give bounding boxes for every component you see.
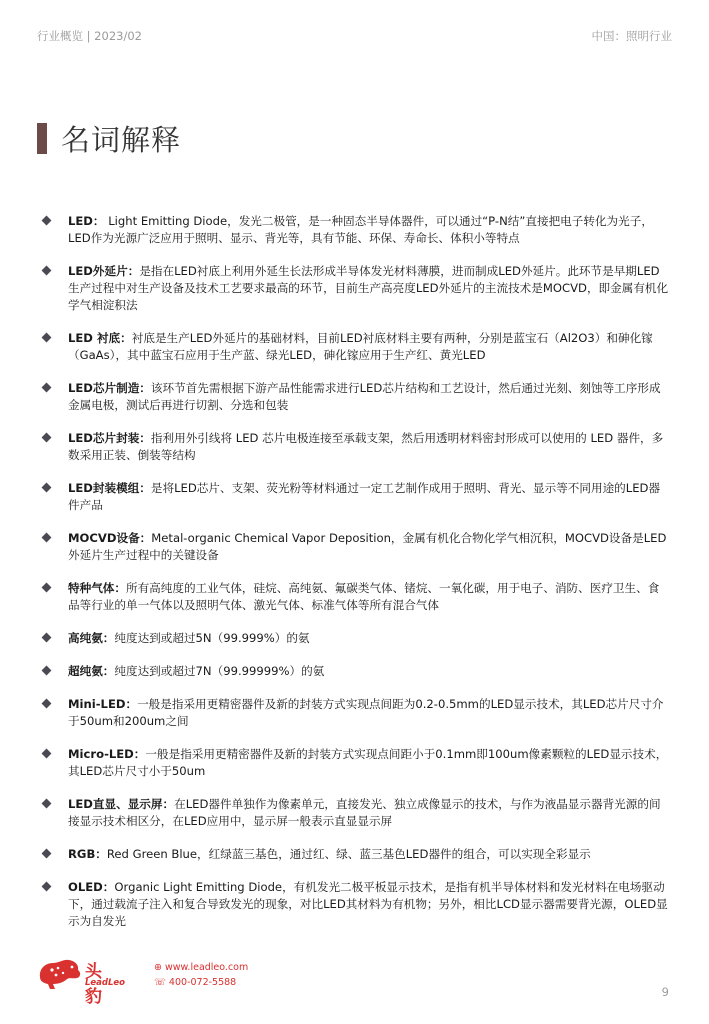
page-title: 名词解释 [61,123,182,157]
term-definition: Light Emitting Diode，发光二极管，是一种固态半导体器件，可以通过“P-N结”直接把电子转化为光子，LED作为光源广泛应用于照明、显示、背光等，具有节能、环保、寿命长、体积小等特点 [68,214,653,245]
website-link[interactable]: www.leadleo.com [165,962,249,973]
phone-number: 400-072-5588 [168,977,237,988]
title-accent-bar [37,123,47,154]
diamond-bullet-icon [42,216,52,226]
phone-icon: ☏ [154,977,166,988]
header-section-label: 行业概览 | 2023/02 [37,29,142,43]
contact-info [154,960,248,990]
diamond-bullet-icon [42,799,52,809]
diamond-bullet-icon [42,699,52,709]
leopard-logo-icon [37,955,83,991]
term-name: LED外延片： [68,264,140,278]
term-definition: 所有高纯度的工业气体，硅烷、高纯氨、氟碳类气体、锗烷、一氧化碳，用于电子、消防、医疗卫生、食品等行业的单一气体以及照明气体、激光气体、标准气体等所有混合气体 [68,581,660,612]
term-definition: 在LED器件单独作为像素单元，直接发光、独立成像显示的技术，与作为液晶显示器背光源的间接显示技术相区分，在LED应用中，显示屏一般表示直显显示屏 [68,797,661,828]
diamond-bullet-icon [42,333,52,343]
diamond-bullet-icon [42,849,52,859]
term-name: LED封装模组： [68,481,151,495]
term-definition: 纯度达到或超过5N（99.999%）的氨 [114,631,310,645]
term-definition: 指利用外引线将 LED 芯片电极连接至承载支架，然后用透明材料密封形成可以使用的 LED 器件，多数采用正装、倒装等结构 [68,431,664,462]
glossary-item [42,696,670,730]
glossary-list [42,213,670,946]
glossary-item [42,380,670,414]
glossary-item [42,263,670,314]
glossary-item [42,746,670,780]
term-name: LED芯片封装： [68,431,151,445]
diamond-bullet-icon [42,483,52,493]
term-name: RGB： [68,847,107,861]
term-definition: 衬底是生产LED外延片的基础材料，目前LED衬底材料主要有两种，分别是蓝宝石（Al2O3）和砷化镓（GaAs），其中蓝宝石应用于生产蓝、绿光LED，砷化镓应用于生产红、黄光LED [68,331,653,362]
term-name: OLED： [68,880,115,894]
term-definition: Red Green Blue，红绿蓝三基色，通过红、绿、蓝三基色LED器件的组合，可以实现全彩显示 [106,847,591,861]
logo-subtext: LeadLeo [85,978,126,988]
term-name: MOCVD设备： [68,531,152,545]
diamond-bullet-icon [42,266,52,276]
glossary-item [42,663,670,680]
glossary-item [42,630,670,647]
term-name: 高纯氨： [68,631,115,645]
term-name: LED芯片制造： [68,381,151,395]
term-definition: Organic Light Emitting Diode，有机发光二极平板显示技术，是指有机半导体材料和发光材料在电场驱动下，通过载流子注入和复合导致发光的现象，对比LED其材料为有机物；另外，相比LCD显示器需要背光源，OLED显示为自发光 [68,880,668,928]
logo-text: 头豹 [85,962,103,1007]
term-definition: 该环节首先需根据下游产品性能需求进行LED芯片结构和工艺设计，然后通过光刻、刻蚀等工序形成金属电极，测试后再进行切割、分选和包装 [68,381,661,412]
term-name: 特种气体： [68,581,126,595]
term-definition: 纯度达到或超过7N（99.99999%）的氨 [114,664,325,678]
glossary-item [42,330,670,364]
diamond-bullet-icon [42,633,52,643]
glossary-item [42,580,670,614]
diamond-bullet-icon [42,433,52,443]
diamond-bullet-icon [42,533,52,543]
term-definition: 一般是指采用更精密器件及新的封装方式实现点间距小于0.1mm即100um像素颗粒的LED显示技术，其LED芯片尺寸小于50um [68,747,668,778]
globe-icon: ⊕ [154,962,162,973]
term-name: LED直显、显示屏： [68,797,175,811]
term-definition: Metal-organic Chemical Vapor Deposition，金属有机化合物化学气相沉积，MOCVD设备是LED外延片生产过程中的关键设备 [68,531,667,562]
term-name: LED： [68,214,105,228]
diamond-bullet-icon [42,383,52,393]
term-name: 超纯氨： [68,664,115,678]
glossary-item [42,213,670,247]
page-title-block [37,118,181,159]
header-report-name: 中国：照明行业 [591,29,672,43]
term-name: Mini-LED： [68,697,138,711]
glossary-item [42,430,670,464]
page-number: 9 [661,985,669,999]
term-definition: 是将LED芯片、支架、荧光粉等材料通过一定工艺制作成用于照明、背光、显示等不同用途的LED器件产品 [68,481,661,512]
term-definition: 是指在LED衬底上利用外延生长法形成半导体发光材料薄膜，进而制成LED外延片。此环节是早期LED生产过程中对生产设备及技术工艺要求最高的环节，目前生产高亮度LED外延片的主流技术是MOCVD，即金属有机化学气相淀积法 [68,264,669,312]
diamond-bullet-icon [42,666,52,676]
term-name: LED 衬底： [68,331,132,345]
term-definition: 一般是指采用更精密器件及新的封装方式实现点间距为0.2-0.5mm的LED显示技术，其LED芯片尺寸介于50um和200um之间 [68,697,664,728]
glossary-item [42,796,670,830]
diamond-bullet-icon [42,583,52,593]
diamond-bullet-icon [42,749,52,759]
glossary-item [42,530,670,564]
glossary-item [42,846,670,863]
glossary-item [42,879,670,930]
diamond-bullet-icon [42,882,52,892]
term-name: Micro-LED： [68,747,146,761]
glossary-item [42,480,670,514]
